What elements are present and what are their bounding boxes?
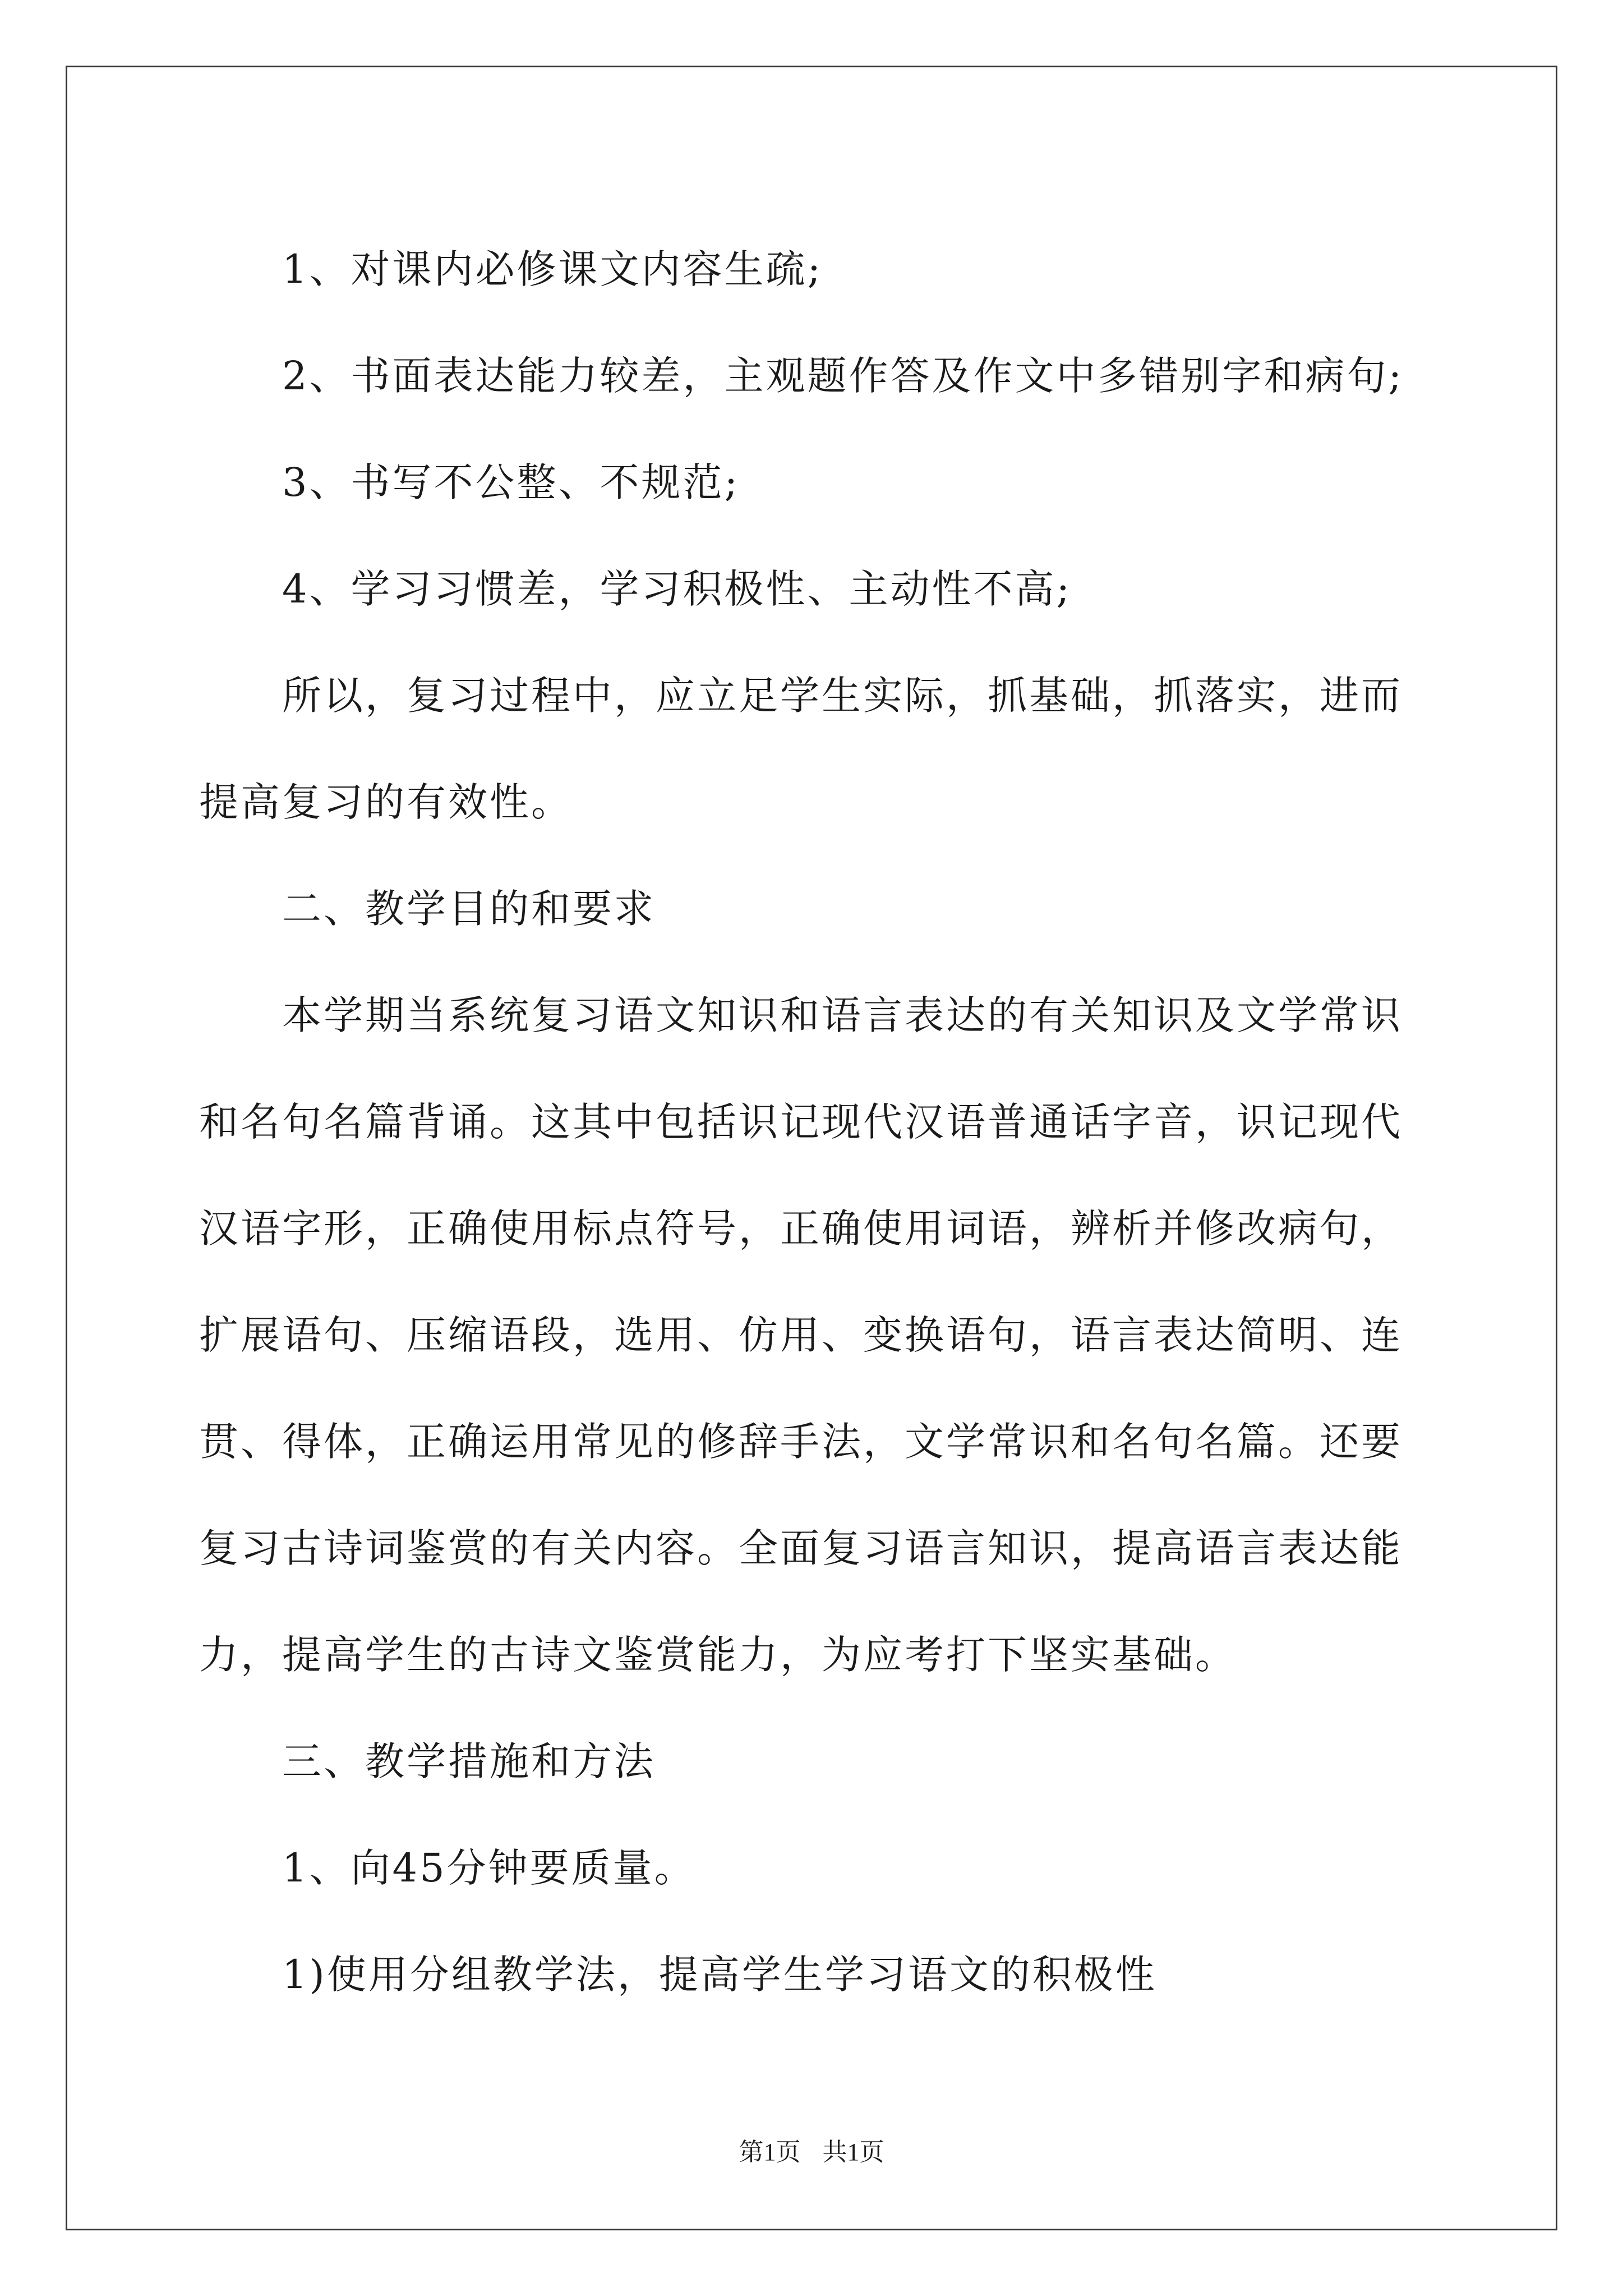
page-footer xyxy=(0,2132,1623,2168)
paragraph-1: 1、对课内必修课文内容生疏; xyxy=(282,246,823,292)
page-number: 第1页 xyxy=(739,2138,801,2166)
paragraph-9: 1、向45分钟要质量。 xyxy=(282,1845,696,1891)
paragraph-3: 3、书写不公整、不规范; xyxy=(282,459,740,505)
paragraph-5: 所以，复习过程中，应立足学生实际，抓基础，抓落实，进而提高复习的有效性。 xyxy=(199,673,1403,825)
section-heading-3: 三、教学措施和方法 xyxy=(282,1738,656,1784)
paragraph-7: 本学期当系统复习语文知识和语言表达的有关知识及文学常识和名句名篇背诵。这其中包括识记现代汉语普通话字音，识记现代汉语字形，正确使用标点符号，正确使用词语，辨析并修改病句，扩展语句、压缩语段，选用、仿用、变换语句，语言表达简明、连贯、得体，正确运用常见的修辞手法，文学常识和名句名篇。还要复习古诗词鉴赏的有关内容。全面复习语言知识，提高语言表达能力，提高学生的古诗文鉴赏能力，为应考打下坚实基础。 xyxy=(199,992,1403,1678)
page-total: 共1页 xyxy=(822,2138,884,2166)
paragraph-10: 1)使用分组教学法，提高学生学习语文的积极性 xyxy=(282,1952,1157,1998)
paragraph-4: 4、学习习惯差，学习积极性、主动性不高; xyxy=(282,566,1072,612)
document-body xyxy=(199,216,1438,2028)
section-heading-2: 二、教学目的和要求 xyxy=(282,886,656,932)
paragraph-2: 2、书面表达能力较差，主观题作答及作文中多错别字和病句; xyxy=(282,353,1404,399)
